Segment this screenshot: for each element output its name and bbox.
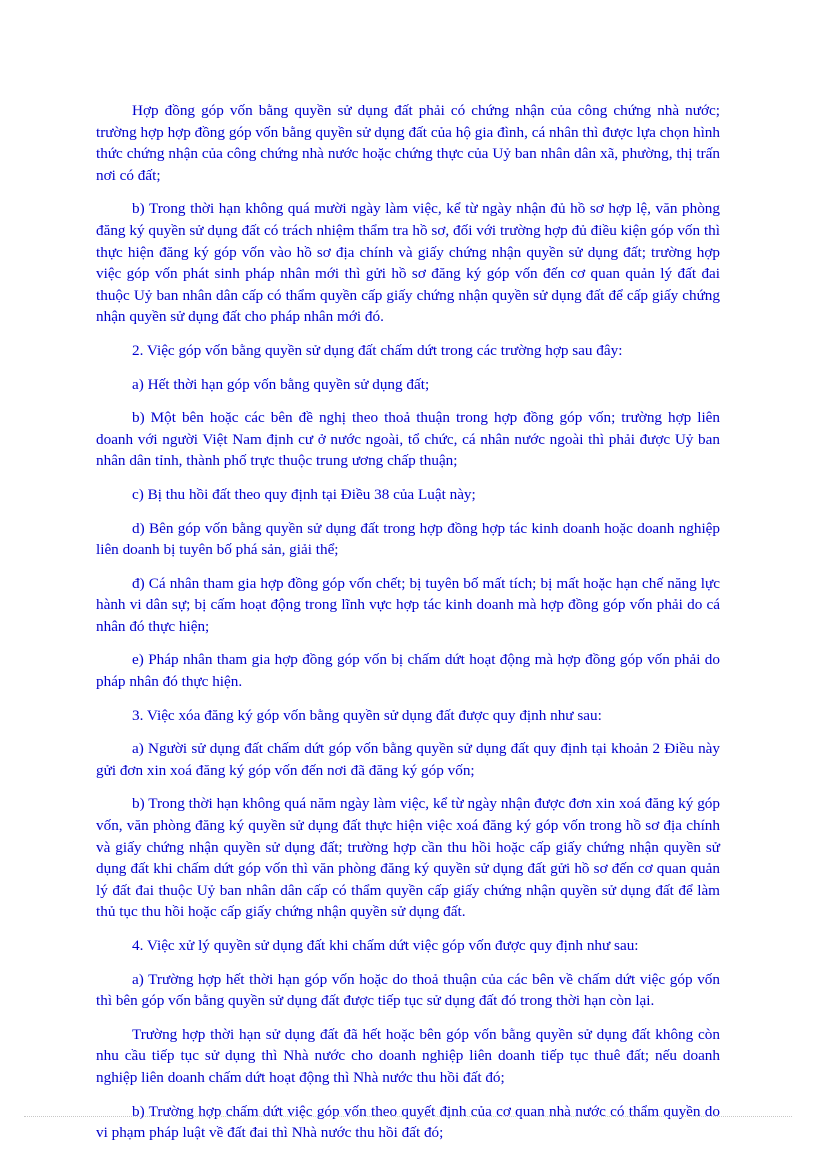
paragraph: a) Hết thời hạn góp vốn bằng quyền sử dụng đất; xyxy=(132,375,430,393)
paragraph: b) Trường hợp chấm dứt việc góp vốn theo quyết định của cơ quan nhà nước có thẩm quyền do vi phạm pháp luật về đất đai thì Nhà nước thu hồi đất đó; xyxy=(96,1102,720,1142)
paragraph: c) Bị thu hồi đất theo quy định tại Điều 38 của Luật này; xyxy=(132,485,476,503)
paragraph: đ) Cá nhân tham gia hợp đồng góp vốn chết; bị tuyên bố mất tích; bị mất hoặc hạn chế năng lực hành vi dân sự; bị cấm hoạt động trong lĩnh vực hợp tác kinh doanh mà hợp đồng góp vốn phải do cá nhân đó thực hiện; xyxy=(96,574,720,635)
paragraph: 2. Việc góp vốn bằng quyền sử dụng đất chấm dứt trong các trường hợp sau đây: xyxy=(132,341,623,359)
document-body xyxy=(96,100,720,1156)
paragraph: b) Một bên hoặc các bên đề nghị theo thoả thuận trong hợp đồng góp vốn; trường hợp liên doanh với người Việt Nam định cư ở nước ngoài, tổ chức, cá nhân nước ngoài thì phải được Uỷ ban nhân dân tỉnh, thành phố trực thuộc trung ương chấp thuận; xyxy=(96,409,720,470)
paragraph: Trường hợp thời hạn sử dụng đất đã hết hoặc bên góp vốn bằng quyền sử dụng đất không còn nhu cầu tiếp tục sử dụng thì Nhà nước cho doanh nghiệp liên doanh tiếp tục thuê đất; nếu doanh nghiệp liên doanh chấm dứt hoạt động thì Nhà nước thu hồi đất đó; xyxy=(96,1025,720,1086)
paragraph: Hợp đồng góp vốn bằng quyền sử dụng đất phải có chứng nhận của công chứng nhà nước; trường hợp hợp đồng góp vốn bằng quyền sử dụng đất của hộ gia đình, cá nhân thì được lựa chọn hình thức chứng nhận của công chứng nhà nước hoặc chứng thực của Uỷ ban nhân dân xã, phường, thị trấn nơi có đất; xyxy=(96,102,720,184)
paragraph: 3. Việc xóa đăng ký góp vốn bằng quyền sử dụng đất được quy định như sau: xyxy=(132,706,602,724)
paragraph: a) Trường hợp hết thời hạn góp vốn hoặc do thoả thuận của các bên về chấm dứt việc góp vốn thì bên góp vốn bằng quyền sử dụng đất được tiếp tục sử dụng đất đó trong thời hạn còn lại. xyxy=(96,970,720,1010)
paragraph: b) Trong thời hạn không quá mười ngày làm việc, kể từ ngày nhận đủ hồ sơ hợp lệ, văn phòng đăng ký quyền sử dụng đất có trách nhiệm thẩm tra hồ sơ, đối với trường hợp đủ điều kiện góp vốn thì thực hiện đăng ký góp vốn vào hồ sơ địa chính và giấy chứng nhận quyền sử dụng đất; trường hợp việc góp vốn phát sinh pháp nhân mới thì gửi hồ sơ đăng ký góp vốn đến cơ quan quản lý đất đai thuộc Uỷ ban nhân dân cấp có thẩm quyền cấp giấy chứng nhận quyền sử dụng đất để cấp giấy chứng nhận quyền sử dụng đất cho pháp nhân mới đó. xyxy=(96,200,720,326)
paragraph: d) Bên góp vốn bằng quyền sử dụng đất trong hợp đồng hợp tác kinh doanh hoặc doanh nghiệp liên doanh bị tuyên bố phá sản, giải thể; xyxy=(96,519,720,559)
paragraph: a) Người sử dụng đất chấm dứt góp vốn bằng quyền sử dụng đất quy định tại khoản 2 Điều này gửi đơn xin xoá đăng ký góp vốn đến nơi đã đăng ký góp vốn; xyxy=(96,740,720,779)
paragraph: b) Trong thời hạn không quá năm ngày làm việc, kể từ ngày nhận được đơn xin xoá đăng ký góp vốn, văn phòng đăng ký quyền sử dụng đất thực hiện việc xoá đăng ký góp vốn trong hồ sơ địa chính và giấy chứng nhận quyền sử dụng đất; trường hợp cần thu hồi hoặc cấp giấy chứng nhận quyền sử dụng đất khi chấm dứt góp vốn thì văn phòng đăng ký quyền sử dụng đất gửi hồ sơ đến cơ quan quản lý đất đai thuộc Uỷ ban nhân dân cấp có thẩm quyền cấp giấy chứng nhận quyền sử dụng đất để làm thủ tục thu hồi hoặc cấp giấy chứng nhận quyền sử dụng đất. xyxy=(96,795,720,921)
page-bottom-divider xyxy=(24,1116,792,1117)
paragraph: e) Pháp nhân tham gia hợp đồng góp vốn bị chấm dứt hoạt động mà hợp đồng góp vốn phải do pháp nhân đó thực hiện. xyxy=(96,651,720,691)
paragraph: 4. Việc xử lý quyền sử dụng đất khi chấm dứt việc góp vốn được quy định như sau: xyxy=(132,937,639,954)
